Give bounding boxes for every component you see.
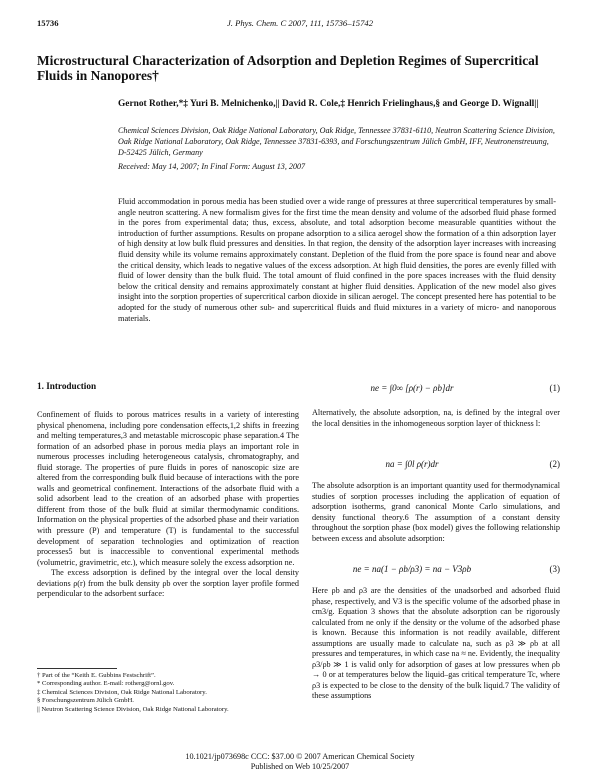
equation-3-body: ne = na(1 − ρb/ρ3) = na − V3ρb	[352, 564, 472, 574]
footnote: || Neutron Scattering Science Division, Oak Ridge National Laboratory.	[37, 705, 229, 713]
right-text-1: Alternatively, the absolute adsorption, na, is defined by the integral over the local densities in the inhomogeneous sorption layer of thickness l:	[312, 408, 560, 428]
footer-doi: 10.1021/jp073698c CCC: $37.00 © 2007 American Chemical Society	[185, 752, 415, 761]
equation-1-body: ne = ∫0∞ [ρ(r) − ρb]dr	[370, 383, 454, 393]
footnote-divider	[37, 668, 117, 669]
author-list: Gernot Rother,*‡ Yuri B. Melnichenko,|| David R. Cole,‡ Henrich Frielinghaus,§ and George D. Wignall||	[118, 99, 539, 109]
page-number: 15736	[37, 18, 59, 28]
equation-1	[312, 383, 560, 395]
equation-2-number: (2)	[549, 459, 560, 469]
footnote: † Part of the “Keith E. Gubbins Festschrift”.	[37, 672, 156, 679]
right-text-3: Here ρb and ρ3 are the densities of the unadsorbed and adsorbed fluid phase, respectively, and V3 is the specific volume of the adsorbed phase in cm3/g. Equation 3 shows that the absolute adsorption can be rigorously calculated from ne only if the density or the volume of the adsorbed phase is known. Because this information is not readily available, different assumptions are usually made to calculate na, such as ρ3 ≫ ρb at all pressures and temperatures, in which case na ≈ ne. Evidently, the inequality ρ3/ρb ≫ 1 is valid only for adsorption of gases at low pressures when ρb → 0 or at temperatures below the liquid–gas critical temperature Tc, where ρ3 is expected to be close to the density of the bulk liquid.7 The validity of these assumptions	[312, 586, 560, 701]
intro-paragraph-1: Confinement of fluids to porous matrices results in a variety of interesting physical phenomena, including pore condensation effects,1,2 shifts in freezing and melting temperatures,3 and metastable microscopic phase separation.4 The formation of an adsorbed phase in porous media plays an important role in numerous processes including heterogeneous catalysis, chromatography, and fluid storage. The properties of pure fluids in pores of nanoscopic size are altered from the corresponding bulk fluid because of interactions with the pore walls and geometrical confinement. Interactions of the adsorbate fluid with a solid adsorbent lead to the creation of an adsorbed phase with properties different from those of the bulk fluid at similar thermodynamic conditions. Information on the physical properties of the adsorbed phase and their variation with pressure (P) and temperature (T) is fundamental to the successful development of separation technologies and optimization of reaction processes5 but is inaccessible to conventional experimental methods (volumetric, gravimetric, etc.), which measure solely the excess adsorption ne.	[37, 410, 299, 567]
affiliations: Chemical Sciences Division, Oak Ridge National Laboratory, Oak Ridge, Tennessee 37831-6110, Neutron Scattering Science Division, Oak Ridge National Laboratory, Oak Ridge, Tennessee 37831-6393, and Forschungszentrum Jülich GmbH, IFF, Neutronenstreuung, D-52425 Jülich, Germany	[118, 126, 555, 157]
footnote: * Corresponding author. E-mail: rotherg@ornl.gov.	[37, 680, 175, 688]
section-heading-introduction: 1. Introduction	[37, 381, 97, 391]
footer-published: Published on Web 10/25/2007	[250, 762, 350, 771]
equation-1-number: (1)	[549, 383, 560, 393]
equation-3-number: (3)	[549, 564, 560, 574]
footnotes	[37, 672, 299, 714]
left-column	[37, 410, 299, 600]
abstract: Fluid accommodation in porous media has been studied over a wide range of pressures at three supercritical temperatures by small-angle neutron scattering. A new formalism gives for the first time the mean density and volume of the adsorbed fluid phase formed in the pores from experimental data; thus, excess, absolute, and total adsorption become measurable quantities without the introduction of further assumptions. Results on propane adsorption to a silica aerogel show the formation of a thin adsorption layer of high density at low bulk fluid pressures and densities. In that region, the density of the adsorption layer increases with increasing fluid density while its volume remains approximately constant. Depletion of the fluid from the pore space is found near and above the critical density, which leads to negative values of the excess adsorption. At high fluid densities, the pores are evenly filled with fluid of lower density than the bulk fluid. The total amount of fluid confined in the pore spaces increases with the fluid density below the critical density and remains approximately constant at higher fluid densities. Application of the new model also gives insight into the sorption properties of supercritical carbon dioxide in silican aerogel. The concept presented here has potential to be adopted for the study of numerous other sub- and supercritical fluids and fluid mixtures in a variety of micro- and nanoporous materials.	[118, 197, 556, 323]
footnote: ‡ Chemical Sciences Division, Oak Ridge National Laboratory.	[37, 688, 207, 696]
right-text-2: The absolute adsorption is an important quantity used for thermodynamical studies of sorption processes including the application of equation of adsorption isotherms, grand canonical Monte Carlo simulations, and density functional theory.6 The assumption of a constant density throughout the sorption phase (box model) gives the following relationship between excess and absolute adsorption:	[312, 481, 560, 543]
footnote: § Forschungszentrum Jülich GmbH.	[37, 697, 134, 705]
journal-citation: J. Phys. Chem. C 2007, 111, 15736–15742	[226, 18, 373, 28]
received-dates: Received: May 14, 2007; In Final Form: August 13, 2007	[118, 162, 306, 171]
equation-2-body: na = ∫0l ρ(r)dr	[385, 459, 439, 469]
equation-2	[312, 459, 560, 471]
intro-paragraph-2: The excess adsorption is defined by the integral over the local density deviations ρ(r) from the bulk density ρb over the sorption layer profile formed perpendicular to the adsorbent surface:	[37, 568, 299, 599]
equation-3	[312, 564, 560, 576]
paper-title: Microstructural Characterization of Adsorption and Depletion Regimes of Supercritical Fluids in Nanopores†	[37, 53, 539, 83]
